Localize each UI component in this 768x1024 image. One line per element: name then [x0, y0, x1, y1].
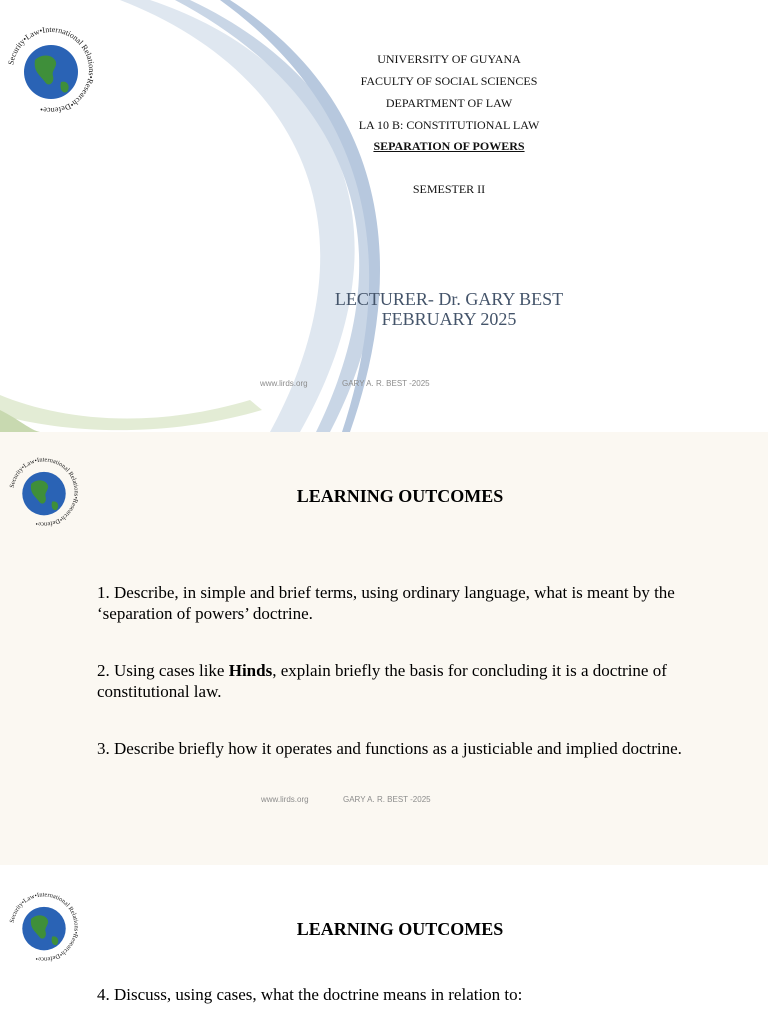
- title-slide: [0, 0, 768, 432]
- footer-website: www.lirds.org: [261, 795, 309, 804]
- slide-title: LEARNING OUTCOMES: [296, 486, 504, 506]
- svg-text:Security•Law•International Rel: Security•Law•International Relations•Research•Defence•: [8, 456, 80, 528]
- case-name-hinds: Hinds: [228, 661, 273, 680]
- faculty-name: FACULTY OF SOCIAL SCIENCES: [360, 74, 538, 88]
- department-name: DEPARTMENT OF LAW: [385, 96, 513, 110]
- logo-ring-text: Security•Law•International Relations•Research•Defence•: [6, 24, 97, 116]
- footer-author: GARY A. R. BEST -2025: [342, 379, 430, 388]
- outcome-4: 4. Discuss, using cases, what the doctrine means in relation to:: [97, 985, 523, 1004]
- outcome-3: 3. Describe briefly how it operates and functions as a justiciable and implied doctrine.: [97, 739, 682, 758]
- slide-title: LEARNING OUTCOMES: [296, 919, 504, 939]
- semester-label: SEMESTER II: [412, 182, 486, 196]
- learning-outcomes-slide-continued: [0, 865, 768, 1024]
- svg-text:Security•Law•International Rel: Security•Law•International Relations•Research•Defence•: [8, 891, 80, 963]
- learning-outcomes-slide: [0, 432, 768, 865]
- outcome-1: 1. Describe, in simple and brief terms, using ordinary language, what is meant by the ‘separation of powers’ doctrine.: [97, 583, 675, 623]
- university-name: UNIVERSITY OF GUYANA: [377, 52, 521, 66]
- topic-title: SEPARATION OF POWERS: [373, 139, 525, 153]
- outcome-2: 2. Using cases like Hinds, explain briefly the basis for concluding it is a doctrine of constitutional law.: [97, 661, 667, 701]
- footer-author: GARY A. R. BEST -2025: [343, 795, 431, 804]
- footer-website: www.lirds.org: [260, 379, 308, 388]
- lecturer-name: LECTURER- Dr. GARY BEST: [334, 289, 564, 309]
- presentation-date: FEBRUARY 2025: [381, 309, 517, 329]
- course-code: LA 10 B: CONSTITUTIONAL LAW: [358, 118, 540, 132]
